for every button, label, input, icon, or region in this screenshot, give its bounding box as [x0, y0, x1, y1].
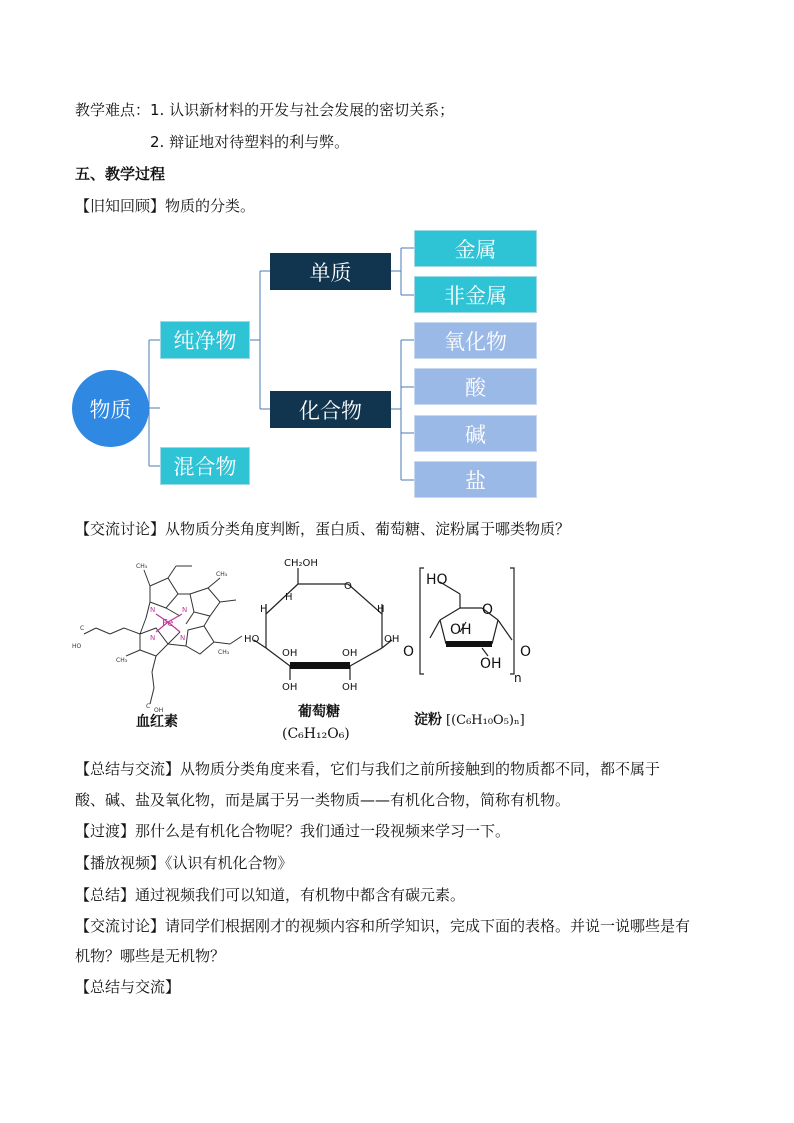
glucose-oh-label-3: OH — [342, 648, 358, 659]
node-pure-substance: 纯净物 — [160, 321, 250, 359]
heme-ho-label: HO — [72, 643, 82, 650]
node-base: 碱 — [414, 415, 537, 452]
difficulty-item-2: 2. 辩证地对待塑料的利与弊。 — [150, 133, 350, 151]
glucose-ho-label: HO — [244, 634, 260, 645]
heme-c-label-2: C — [146, 703, 151, 710]
heme-n-label-4: N — [150, 634, 156, 642]
difficulty-item-1: 1. 认识新材料的开发与社会发展的密切关系； — [150, 101, 455, 119]
glucose-structure — [244, 556, 404, 742]
heme-fe-label: Fe — [162, 618, 174, 629]
heme-ch3-label-3: CH₃ — [116, 657, 128, 664]
glucose-caption: 葡萄糖 — [298, 704, 340, 720]
starch-oh-label-1: OH — [450, 622, 472, 638]
heme-ch3-label-2: CH₃ — [216, 571, 228, 578]
glucose-oh-label-1: OH — [384, 634, 400, 645]
summary-line-1b: 酸、碱、盐及氧化物，而是属于另一类物质——有机化合物，简称有机物。 — [75, 791, 571, 809]
heme-cooh-label: OH — [154, 707, 164, 714]
discussion-line-2b: 机物？哪些是无机物？ — [75, 947, 226, 965]
starch-o-label-right: O — [520, 644, 532, 660]
node-acid: 酸 — [414, 368, 537, 405]
node-matter: 物质 — [72, 370, 149, 447]
transition-line: 【过渡】那什么是有机化合物呢？我们通过一段视频来学习一下。 — [75, 822, 511, 840]
node-salt: 盐 — [414, 461, 537, 498]
heme-n-label-2: N — [182, 606, 188, 614]
section-heading: 五、教学过程 — [75, 165, 166, 183]
heme-n-label-1: N — [150, 606, 156, 614]
starch-caption: 淀粉 — [414, 712, 442, 728]
starch-o-label-left: O — [403, 644, 415, 660]
heme-ch3-label-4: CH₃ — [218, 649, 230, 656]
starch-ring-o-label: O — [482, 602, 494, 618]
review-line: 【旧知回顾】物质的分类。 — [75, 197, 256, 215]
heme-ch3-label-1: CH₃ — [136, 563, 148, 570]
node-nonmetal: 非金属 — [414, 276, 537, 313]
heme-caption: 血红素 — [136, 714, 178, 730]
starch-formula: [(C₆H₁₀O₅)ₙ] — [446, 713, 525, 728]
starch-ho-label: HO — [426, 572, 448, 588]
difficulty-label: 教学难点： — [75, 101, 151, 119]
glucose-h-label-1: H — [285, 592, 293, 603]
heme-n-label-3: N — [180, 634, 186, 642]
glucose-oh-label-2: OH — [282, 648, 298, 659]
starch-n-subscript: n — [514, 671, 522, 685]
starch-structure — [400, 556, 560, 736]
discussion-line-1: 【交流讨论】从物质分类角度判断，蛋白质、葡萄糖、淀粉属于哪类物质？ — [75, 520, 571, 538]
glucose-h-label-3: H — [377, 604, 385, 615]
glucose-h-label-2: H — [260, 604, 268, 615]
glucose-ch2oh-label: CH₂OH — [284, 558, 318, 569]
summary-line-3: 【总结与交流】 — [75, 978, 181, 996]
glucose-formula: (C₆H₁₂O₆) — [282, 726, 350, 742]
node-compound: 化合物 — [270, 391, 391, 428]
heme-c-label-1: C — [80, 625, 85, 632]
starch-oh-label-2: OH — [480, 656, 502, 672]
node-element: 单质 — [270, 253, 391, 290]
glucose-ring-o-label: O — [344, 581, 352, 592]
node-metal: 金属 — [414, 230, 537, 267]
glucose-oh-label-5: OH — [342, 682, 358, 693]
summary-line-2: 【总结】通过视频我们可以知道，有机物中都含有碳元素。 — [75, 886, 466, 904]
discussion-line-2a: 【交流讨论】请同学们根据刚才的视频内容和所学知识，完成下面的表格。并说一说哪些是有 — [75, 917, 691, 935]
node-mixture: 混合物 — [160, 447, 250, 485]
summary-line-1a: 【总结与交流】从物质分类角度来看，它们与我们之前所接触到的物质都不同，都不属于 — [75, 760, 661, 778]
node-oxide: 氧化物 — [414, 322, 537, 359]
glucose-oh-label-4: OH — [282, 682, 298, 693]
heme-structure — [70, 556, 260, 736]
video-line: 【播放视频】《认识有机化合物》 — [75, 854, 293, 872]
